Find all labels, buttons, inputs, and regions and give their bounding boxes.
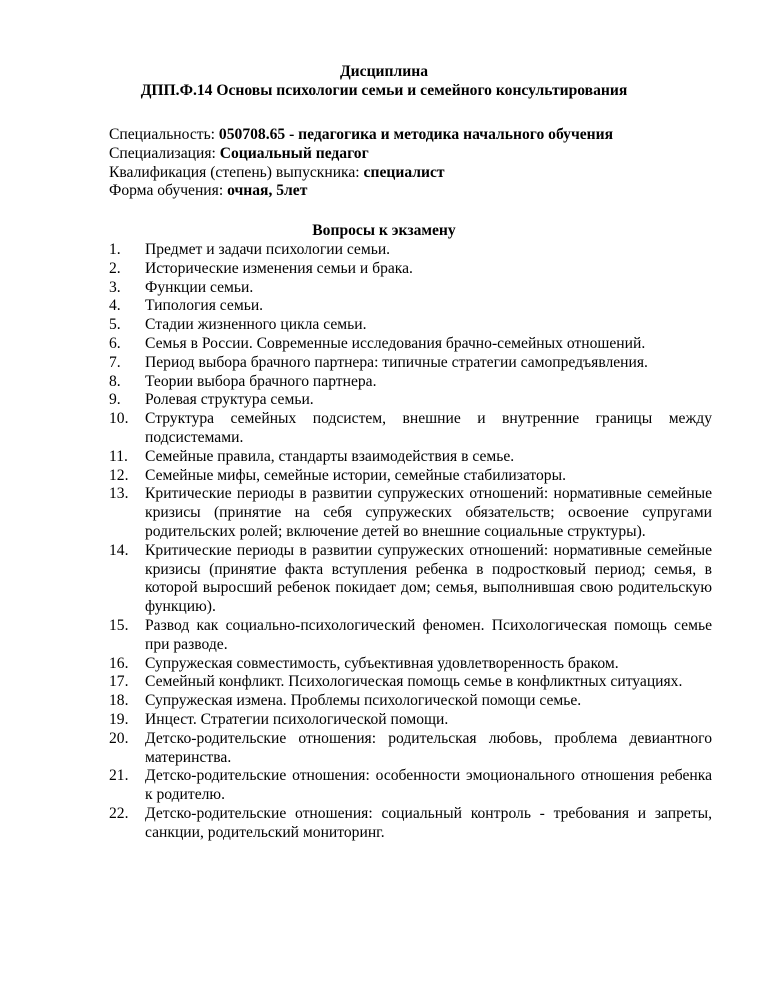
question-number: 22. — [109, 804, 129, 822]
question-item — [109, 354, 712, 373]
question-text: Теории выбора брачного партнера. — [145, 372, 377, 390]
question-item — [109, 711, 712, 730]
course-meta — [109, 126, 729, 201]
question-item — [109, 692, 712, 711]
question-number: 7. — [109, 353, 121, 371]
question-number: 6. — [109, 334, 121, 352]
qualification-value: специалист — [363, 163, 445, 181]
study-form-label: Форма обучения: — [109, 182, 228, 200]
specialization-line — [109, 145, 729, 164]
question-number: 11. — [109, 447, 128, 465]
question-number: 4. — [109, 297, 121, 315]
question-number: 8. — [109, 372, 121, 390]
question-number: 10. — [109, 410, 129, 428]
question-item — [109, 279, 712, 298]
questions-list — [109, 241, 712, 843]
question-text: Исторические изменения семьи и брака. — [145, 259, 413, 277]
question-text: Стадии жизненного цикла семьи. — [145, 316, 367, 334]
question-number: 16. — [109, 654, 129, 672]
question-text: Критические периоды в развитии супружеских отношений: нормативные семейные кризисы (принятие на себя супружеских обязательств; освоение супругами родительских ролей; включение детей во внешние социальные структуры). — [145, 485, 712, 540]
question-number: 15. — [109, 616, 129, 634]
specialization-value: Социальный педагог — [219, 144, 369, 162]
specialty-label: Специальность: — [109, 126, 219, 143]
discipline-name: ДПП.Ф.14 Основы психологии семьи и семейного консультирования — [140, 81, 628, 99]
question-number: 14. — [109, 541, 129, 559]
question-number: 2. — [109, 259, 121, 277]
question-text: Супружеская измена. Проблемы психологической помощи семье. — [145, 692, 582, 710]
questions-heading: Вопросы к экзамену — [312, 222, 456, 239]
question-text: Детско-родительские отношения: родительская любовь, проблема девиантного материнства. — [145, 729, 712, 766]
question-item — [109, 241, 712, 260]
question-text: Семейный конфликт. Психологическая помощь семье в конфликтных ситуациях. — [145, 673, 683, 691]
question-text: Развод как социально-психологический феномен. Психологическая помощь семье при разводе. — [145, 616, 712, 653]
question-item — [109, 448, 712, 467]
question-text: Детско-родительские отношения: социальный контроль - требования и запреты, санкции, родительский мониторинг. — [145, 804, 712, 841]
question-number: 13. — [109, 485, 129, 503]
discipline-title: Дисциплина — [339, 63, 429, 80]
question-number: 1. — [109, 241, 121, 258]
question-number: 9. — [109, 391, 121, 409]
question-text: Функции семьи. — [145, 278, 254, 296]
question-number: 20. — [109, 729, 129, 747]
question-item — [109, 542, 712, 617]
question-text: Семейные правила, стандарты взаимодействия в семье. — [145, 447, 515, 465]
question-number: 19. — [109, 710, 129, 728]
question-text: Семейные мифы, семейные истории, семейные стабилизаторы. — [145, 466, 566, 484]
question-item — [109, 297, 712, 316]
study-form-line — [109, 182, 729, 201]
question-item — [109, 730, 712, 768]
question-text: Структура семейных подсистем, внешние и внутренние границы между подсистемами. — [145, 410, 712, 446]
specialty-value: 050708.65 - педагогика и методика начального обучения — [218, 126, 614, 143]
question-number: 3. — [109, 278, 121, 296]
question-number: 21. — [109, 767, 129, 785]
question-text: Семья в России. Современные исследования брачно-семейных отношений. — [145, 334, 646, 352]
question-text: Ролевая структура семьи. — [145, 391, 314, 409]
specialty-line — [109, 126, 729, 145]
study-form-value: очная, 5лет — [227, 182, 308, 200]
question-text: Инцест. Стратегии психологической помощи. — [145, 710, 449, 728]
question-item — [109, 485, 712, 541]
question-item — [109, 467, 712, 486]
question-number: 18. — [109, 692, 129, 710]
question-number: 5. — [109, 316, 121, 334]
question-text: Период выбора брачного партнера: типичные стратегии самопредъявления. — [145, 353, 648, 371]
question-item — [109, 335, 712, 354]
question-text: Детско-родительские отношения: особенности эмоционального отношения ребенка к родителю. — [145, 767, 712, 804]
discipline-header — [0, 63, 768, 101]
question-text: Предмет и задачи психологии семьи. — [145, 241, 391, 258]
question-item — [109, 260, 712, 279]
question-number: 17. — [109, 673, 129, 691]
question-item — [109, 655, 712, 674]
question-number: 12. — [109, 466, 129, 484]
question-item — [109, 805, 712, 843]
specialization-label: Специализация: — [109, 144, 220, 162]
question-text: Супружеская совместимость, субъективная удовлетворенность браком. — [145, 654, 619, 672]
question-item — [109, 673, 712, 692]
question-item — [109, 373, 712, 392]
question-text: Критические периоды в развитии супружеских отношений: нормативные семейные кризисы (принятие факта вступления ребенка в подростковый период; семья, в которой выросший ребенок покидает дом; семья, выполнившая свою родительскую функцию). — [145, 541, 712, 616]
question-item — [109, 617, 712, 655]
question-item — [109, 391, 712, 410]
question-item — [109, 316, 712, 335]
question-text: Типология семьи. — [145, 297, 264, 315]
qualification-line — [109, 164, 729, 183]
question-item — [109, 767, 712, 805]
question-item — [109, 410, 712, 448]
qualification-label: Квалификация (степень) выпускника: — [109, 163, 364, 181]
